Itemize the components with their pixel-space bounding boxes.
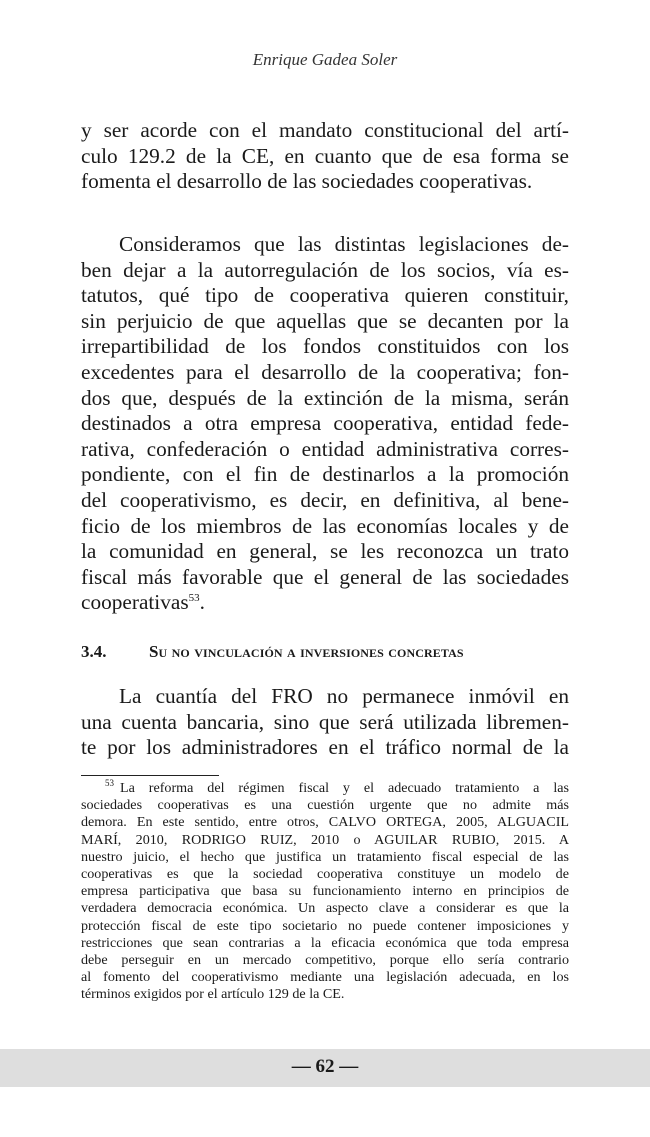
text-line: dos que, después de la extinción de la misma, serán <box>81 385 569 410</box>
footnote-line: empresa participativa que basa su funcionamiento interno en principios de <box>81 883 569 900</box>
footnote <box>81 780 569 1004</box>
last-line-end: . <box>199 590 205 615</box>
footnote-line: nuestro juicio, el hecho que justifica un tratamiento fiscal especial de las <box>81 848 569 865</box>
text-line-final <box>81 590 569 616</box>
footnote-line: debe perseguir en un mercado competitivo, porque ello sería contrario <box>81 952 569 969</box>
text-line: ben dejar a la autorregulación de los socios, vía es- <box>81 257 569 282</box>
text-line: La cuantía del FRO no permanece inmóvil en <box>119 684 569 708</box>
section-heading <box>81 642 569 662</box>
text-line: culo 129.2 de la CE, en cuanto que de esa forma se <box>81 143 569 168</box>
footnote-line: demora. En este sentido, entre otros, CALVO ORTEGA, 2005, ALGUACIL <box>81 814 569 831</box>
text-line: fomenta el desarrollo de las sociedades cooperativas. <box>81 169 533 194</box>
section-number: 3.4. <box>81 642 107 661</box>
text-line: te por los administradores en el tráfico normal de la <box>81 735 569 760</box>
paragraph-main <box>81 232 569 616</box>
text-line: destinados a otra empresa cooperativa, entidad fede- <box>81 411 569 436</box>
text-line: Consideramos que las distintas legislaciones de- <box>119 232 569 256</box>
footnote-line: restricciones que sean contrarias a la eficacia económica que toda empresa <box>81 934 569 951</box>
section-title: Su no vinculación a inversiones concretas <box>149 642 464 661</box>
footnote-line: MARÍ, 2010, RODRIGO RUIZ, 2010 o AGUILAR RUBIO, 2015. A <box>81 831 569 848</box>
footnote-line: verdadera democracia económica. Un aspecto clave a considerar es que la <box>81 900 569 917</box>
last-line-text: cooperativas <box>81 590 189 615</box>
running-head: Enrique Gadea Soler <box>252 50 398 69</box>
text-line: excedentes para el desarrollo de la cooperativa; fon- <box>81 359 569 384</box>
text-line: irrepartibilidad de los fondos constituidos con los <box>81 334 569 359</box>
text-line: ficio de los miembros de las economías locales y de <box>81 513 569 538</box>
text-line: sin perjuicio de que aquellas que se decanten por la <box>81 308 569 333</box>
footnote-line: términos exigidos por el artículo 129 de la CE. <box>81 986 345 1003</box>
paragraph-continued <box>81 118 569 195</box>
text-line: rativa, confederación o entidad administrativa corres- <box>81 436 569 461</box>
footnote-first-text: La reforma del régimen fiscal y el adecuado tratamiento a las <box>120 780 569 796</box>
text-line: fiscal más favorable que el general de las sociedades <box>81 564 569 589</box>
footnote-line: al fomento del cooperativismo mediante una legislación adecuada, en los <box>81 969 569 986</box>
text-line: y ser acorde con el mandato constitucional del artí- <box>81 118 569 142</box>
footnote-line: protección fiscal de este tipo societario no puede contener imposiciones y <box>81 917 569 934</box>
text-line: la comunidad en general, se les reconozca un trato <box>81 539 569 564</box>
page-number: — 62 — <box>291 1056 359 1077</box>
text-line: una cuenta bancaria, sino que será utilizada libremen- <box>81 709 569 734</box>
footnote-marker: 53 <box>105 778 114 789</box>
text-line: tatutos, qué tipo de cooperativa quieren constituir, <box>81 283 569 308</box>
footnote-divider <box>81 775 219 776</box>
footnote-line: sociedades cooperativas es una cuestión urgente que no admite más <box>81 797 569 814</box>
footnote-line <box>81 780 569 797</box>
footnote-reference[interactable]: 53 <box>188 592 200 605</box>
text-line: pondiente, con el fin de destinarlos a la promoción <box>81 462 569 487</box>
text-line: del cooperativismo, es decir, en definitiva, al bene- <box>81 487 569 512</box>
paragraph-section <box>81 684 569 761</box>
footnote-line: cooperativas es que la sociedad cooperativa constituye un modelo de <box>81 866 569 883</box>
